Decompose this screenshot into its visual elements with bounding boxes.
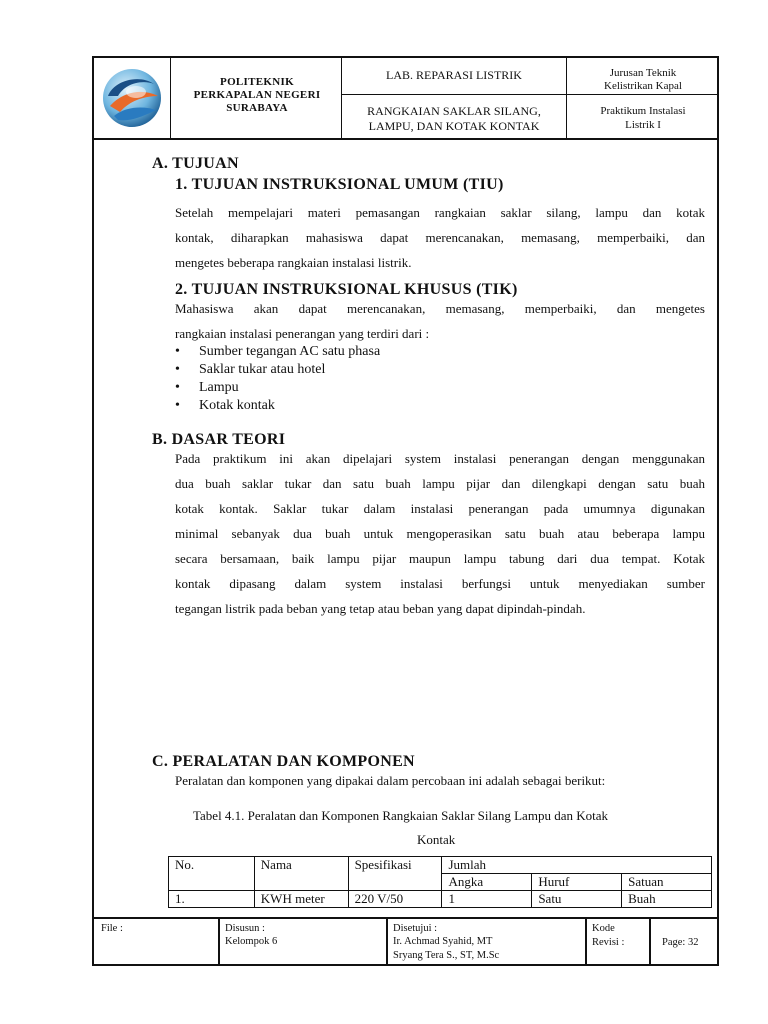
footer-page-number: Page: 32 [662,937,699,948]
bullet-icon: • [175,380,180,395]
list-item: • Saklar tukar atau hotel [175,362,326,377]
col-jumlah-header: Jumlah [442,857,712,874]
col-huruf-header: Huruf [532,874,622,891]
department-name: Jurusan Teknik Kelistrikan Kapal [604,67,682,92]
table-header-row [169,857,712,874]
bullet-icon: • [175,362,180,377]
table-caption-continued: Kontak [417,832,456,847]
footer-file-label: File : [101,923,123,934]
components-table [168,856,712,908]
footer-top-border [92,917,719,919]
tik-paragraph: Mahasiswa akan dapat merencanakan, memasang, memperbaiki, dan mengetes rangkaian instalasi penerangan yang terdiri dari : [175,301,705,341]
section-c-heading: C. PERALATAN DAN KOMPONEN [152,753,415,770]
bullet-icon: • [175,398,180,413]
section-b-heading: B. DASAR TEORI [152,431,286,448]
footer-disusun-label: Disusun : [225,923,265,934]
list-item: • Sumber tegangan AC satu phasa [175,344,381,359]
frame-left-border [92,56,94,966]
footer-disusun-value: Kelompok 6 [225,936,278,947]
footer-approver-2: Sryang Tera S., ST, M.Sc [393,950,500,961]
school-name: POLITEKNIK PERKAPALAN NEGERI SURABAYA [193,76,321,114]
list-item: • Lampu [175,380,239,395]
list-item: • Kotak kontak [175,398,275,413]
lab-name: LAB. REPARASI LISTRIK [386,68,522,82]
section-a-heading: A. TUJUAN [152,155,239,172]
frame-top-border [92,56,719,58]
col-satuan-header: Satuan [622,874,712,891]
footer-disetujui-label: Disetujui : [393,923,438,934]
practicum-subject: RANGKAIAN SAKLAR SILANG, LAMPU, DAN KOTAK KONTAK [367,104,541,133]
tik-bullet-list [175,343,380,415]
col-spesifikasi-header: Spesifikasi [348,857,442,891]
tiu-paragraph: Setelah mempelajari materi pemasangan rangkaian saklar silang, lampu dan kotak kontak, diharapkan mahasiswa dapat merencanakan, memasang, memperbaiki, dan mengetes beberapa rangkaian instalasi listrik. [175,205,705,270]
footer-kode-label: Kode [592,923,615,934]
table-caption: Tabel 4.1. Peralatan dan Komponen Rangkaian Saklar Silang Lampu dan Kotak [193,808,608,823]
footer-approver-1: Ir. Achmad Syahid, MT [393,936,493,947]
footer-revisi-label: Revisi : [592,937,625,948]
course-name: Praktikum Instalasi Listrik I [600,105,686,131]
col-angka-header: Angka [442,874,532,891]
footer-bottom-border [92,964,719,966]
col-no-header: No. [169,857,255,891]
theory-paragraph: Pada praktikum ini akan dipelajari system instalasi penerangan dengan menggunakan dua buah saklar tukar dan satu buah lampu pijar dan dilengkapi dengan satu buah kotak kontak. Saklar tukar dalam instalasi penerangan pada umumnya digunakan minimal sebanyak dua buah untuk mengoperasikan satu buah atau beberapa lampu secara bersamaan, baik lampu pijar maupun lampu tabung dari dua tempat. Kotak kontak dipasang dalam system instalasi berfungsi untuk menyediakan sumber tegangan listrik pada beban yang tetap atau beban yang dapat dipindah-pindah. [175,451,705,616]
equipment-intro: Peralatan dan komponen yang dipakai dalam percobaan ini adalah sebagai berikut: [175,773,606,788]
institution-logo [100,66,164,130]
frame-right-border [717,56,719,966]
tiu-heading: 1. TUJUAN INSTRUKSIONAL UMUM (TIU) [175,176,504,193]
tik-heading: 2. TUJUAN INSTRUKSIONAL KHUSUS (TIK) [175,281,518,298]
col-nama-header: Nama [254,857,348,891]
bullet-icon: • [175,344,180,359]
table-row: 1. KWH meter 220 V/50 1 Satu Buah [169,891,712,908]
